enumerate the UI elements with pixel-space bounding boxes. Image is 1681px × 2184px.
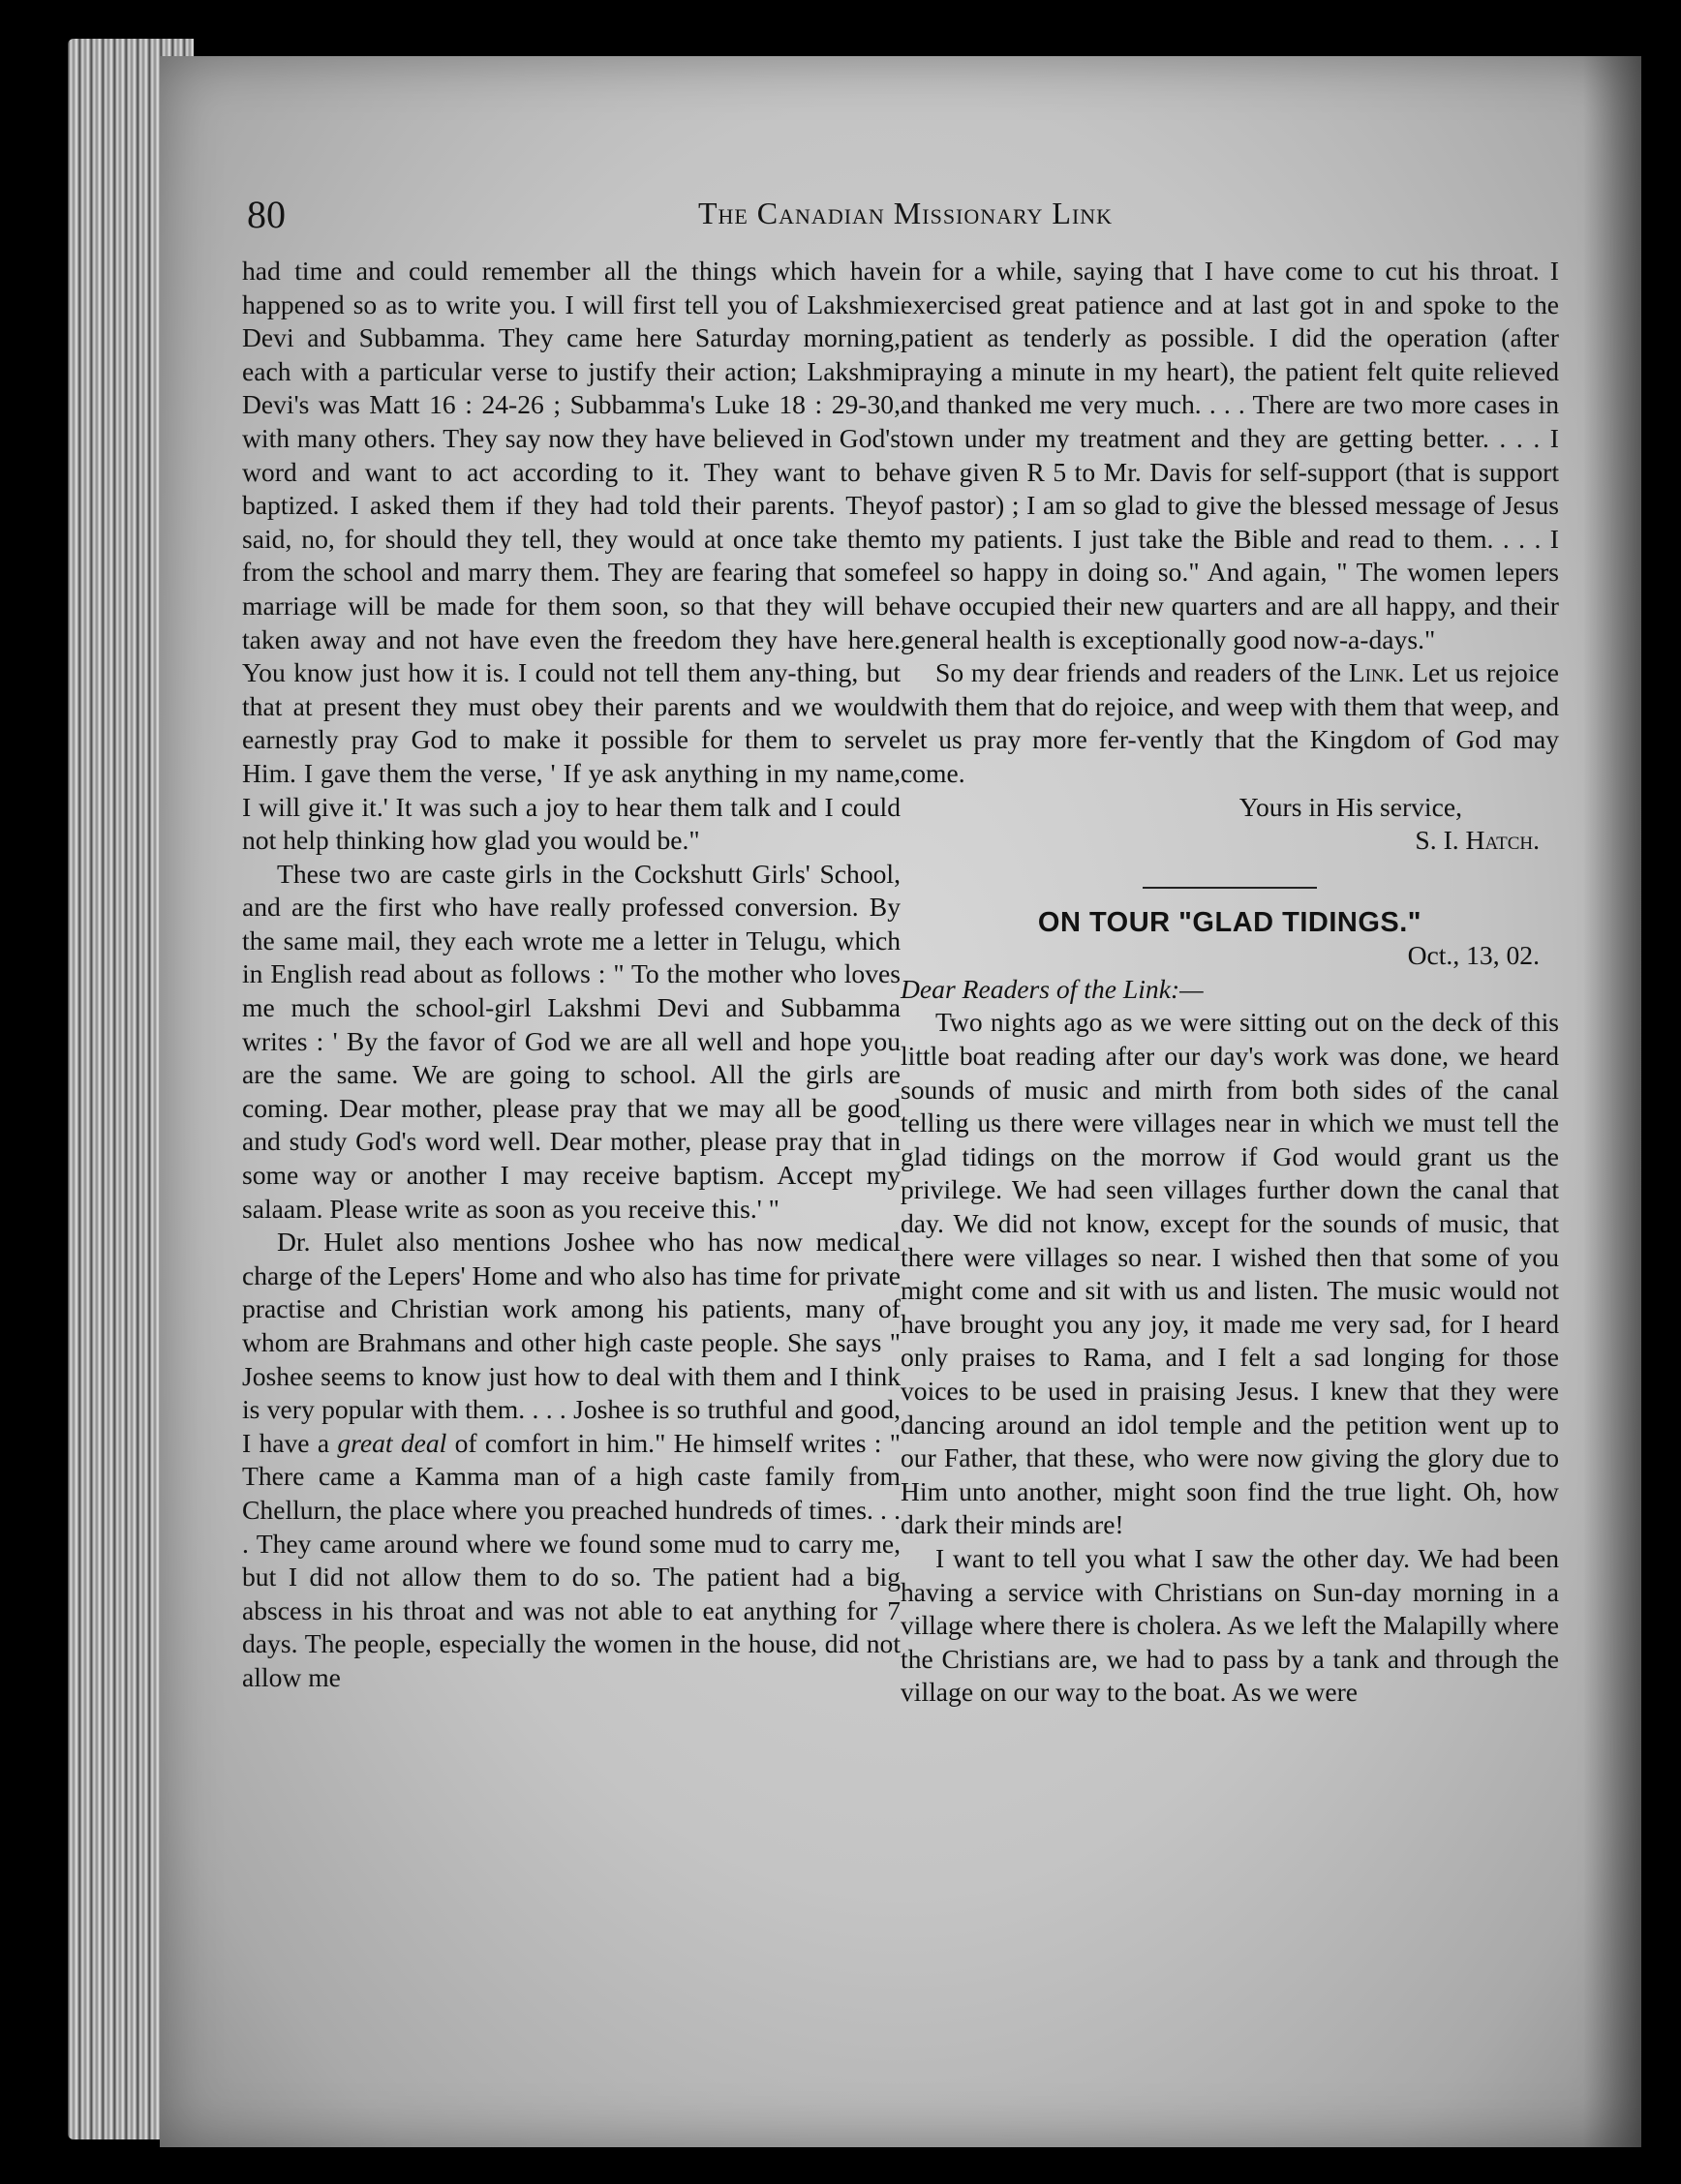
left-paragraph-3-part-1: Dr. Hulet also mentions Joshee who has now medical charge of the Lepers' Home and who also has time for private practise and Christian work among his patients, many of whom are Brahmans and other high caste people. She says " Joshee seems to know just how to deal with them and I think is very popular with them. . . . Joshee is so truthful and good, I have a xyxy=(242,1227,901,1458)
link-smallcaps: Link xyxy=(1348,657,1398,688)
letter-signature: S. I. Hatch. xyxy=(1415,825,1540,856)
section-title: ON TOUR "GLAD TIDINGS." xyxy=(1037,906,1422,938)
right-paragraph-2 xyxy=(901,656,1559,790)
right-paragraph-1: in for a while, saying that I have come to cut his throat. I exercised great patience and at last got in and spoke to the patient as tenderly as possible. I did the operation (after praying a minute in my heart), the patient felt quite relieved and thanked me very much. . . . There are two more cases in town under my treatment and they are getting better. . . . I have given R 5 to Mr. Davis for self-support (that is support of pastor) ; I am so glad to give the blessed message of Jesus to my patients. I just take the Bible and read to them. . . . I feel so happy in doing so." And again, " The women lepers have occupied their new quarters and are all happy, and their general health is exceptionally good now-a-days." xyxy=(901,256,1559,654)
right-column xyxy=(901,255,1559,1710)
right-paragraph-4: I want to tell you what I saw the other day. We had been having a service with Christians on Sun-day morning in a village where there is cholera. As we left the Malapilly where the Christians are, we had to pass by a tank and through the village on our way to the boat. As we were xyxy=(901,1542,1559,1708)
letter-date: Oct., 13, 02. xyxy=(1407,940,1540,971)
page-header xyxy=(237,192,1574,236)
letter-closing: Yours in His service, xyxy=(1238,791,1462,822)
letter-salutation: Dear Readers of the Link:— xyxy=(901,973,1204,1004)
left-paragraph-2: These two are caste girls in the Cockshutt Girls' School, and are the first who have really professed conversion. By the same mail, they each wrote me a letter in Telugu, which in English read about as follows : " To the mother who loves me much the school-girl Lakshmi Devi and Subbamma writes : ' By the favor of God we are all well and hope you are the same. We are going to school. All the girls are coming. Dear mother, please pray that we may all be good and study God's word well. Dear mother, please pray that in some way or another I may receive baptism. Accept my salaam. Please write as soon as you receive this.' " xyxy=(242,858,901,1224)
left-paragraph-3 xyxy=(242,1226,901,1694)
right-paragraph-3: Two nights ago as we were sitting out on the deck of this little boat reading after our day's work was done, we heard sounds of music and mirth from both sides of the canal telling us there were villages near in which we must tell the glad tidings on the morrow if God would grant us the privilege. We had seen villages further down the canal that day. We did not know, except for the sounds of music, that there were villages so near. I wished then that some of you might come and sit with us and listen. The music would not have brought you any joy, it made me very sad, for I heard only praises to Rama, and I felt a sad longing for those voices to be used in praising Jesus. I knew that they were dancing around an idol temple and the petition went up to our Father, that these, who were now giving the glory due to Him unto another, might soon find the true light. Oh, how dark their minds are! xyxy=(901,1007,1559,1540)
running-head: The Canadian Missionary Link xyxy=(697,196,1114,230)
right-paragraph-2-part-1: So my dear friends and readers of the xyxy=(935,657,1349,688)
book-page xyxy=(160,56,1641,2147)
section-divider xyxy=(1143,887,1317,889)
left-column xyxy=(242,255,901,1695)
right-paragraph-2-part-2: . Let us rejoice with them that do rejoice, and weep with them that weep, and let us pray more fer-vently that the Kingdom of God may come. xyxy=(901,657,1559,788)
emphasis-great-deal: great deal xyxy=(337,1427,447,1458)
gutter-shadow xyxy=(1583,56,1641,2147)
left-paragraph-1: had time and could remember all the things which have happened so as to write you. I will first tell you of Lakshmi Devi and Subbamma. They came here Saturday morning, each with a particular verse to justify their action; Lakshmi Devi's was Matt 16 : 24-26 ; Subbamma's Luke 18 : 29-30, with many others. They say now they have believed in God's word and want to act according to it. They want to be baptized. I asked them if they had told their parents. They said, no, for should they tell, they would at once take them from the school and marry them. They are fearing that some marriage will be made for them soon, so that they will be taken away and not have even the freedom they have here. You know just how it is. I could not tell them any-thing, but that at present they must obey their parents and we would earnestly pray God to make it possible for them to serve Him. I gave them the verse, ' If ye ask anything in my name, I will give it.' It was such a joy to hear them talk and I could not help thinking how glad you would be." xyxy=(242,256,901,856)
page-number: 80 xyxy=(247,193,286,236)
left-paragraph-3-part-2: of comfort in him." He himself writes : " There came a Kamma man of a high caste family from Chellurn, the place where you preached hundreds of times. . . . They came around where we found some mud to carry me, but I did not allow them to do so. The patient had a big abscess in his throat and was not able to eat anything for 7 days. The people, especially the women in the house, did not allow me xyxy=(242,1427,901,1692)
